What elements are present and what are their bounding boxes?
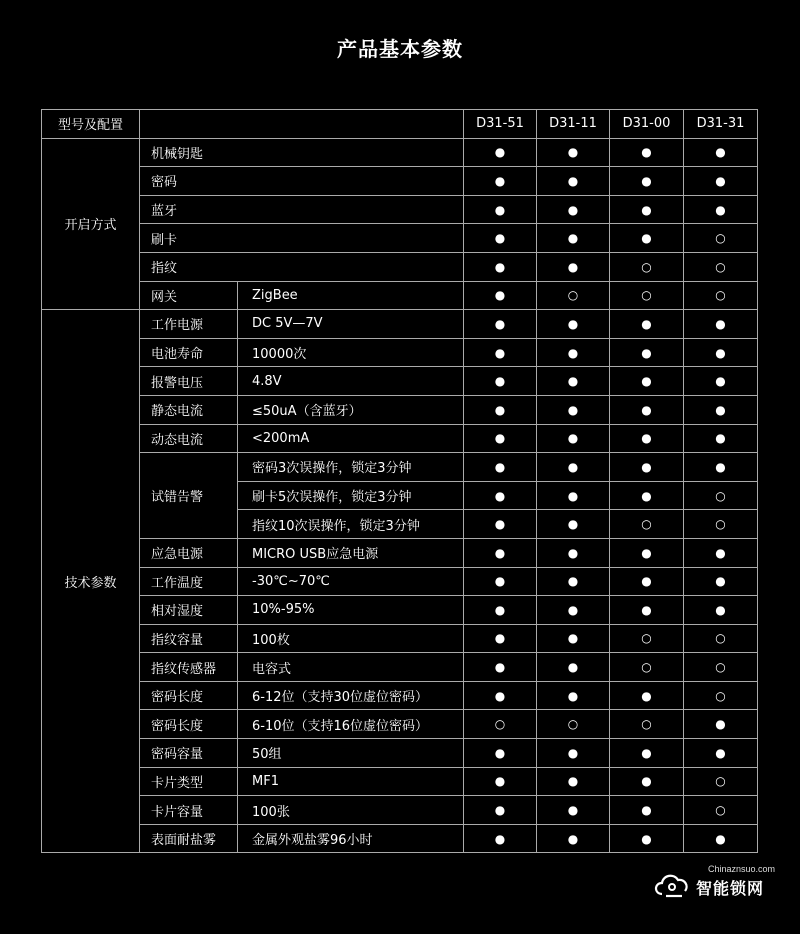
supported-mark: ● [537, 224, 610, 253]
supported-mark: ● [464, 167, 537, 196]
param-label: 应急电源 [140, 538, 238, 567]
param-detail: 刷卡5次误操作，锁定3分钟 [238, 481, 464, 510]
table-row [42, 395, 758, 424]
unsupported-mark: ○ [684, 510, 758, 539]
table-row [42, 538, 758, 567]
supported-mark: ● [610, 481, 684, 510]
param-detail: 金属外观盐雾96小时 [238, 824, 464, 853]
supported-mark: ● [537, 596, 610, 625]
table-row [42, 167, 758, 196]
param-label: 网关 [140, 281, 238, 310]
supported-mark: ● [684, 367, 758, 396]
param-detail: 10%-95% [238, 596, 464, 625]
supported-mark: ● [610, 310, 684, 339]
supported-mark: ● [684, 739, 758, 768]
supported-mark: ● [464, 681, 537, 710]
param-detail: DC 5V—7V [238, 310, 464, 339]
supported-mark: ● [537, 481, 610, 510]
unsupported-mark: ○ [537, 281, 610, 310]
supported-mark: ● [537, 424, 610, 453]
param-detail: 密码3次误操作，锁定3分钟 [238, 453, 464, 482]
param-label: 刷卡 [140, 224, 464, 253]
supported-mark: ● [537, 167, 610, 196]
supported-mark: ● [684, 424, 758, 453]
supported-mark: ● [537, 453, 610, 482]
param-detail: 4.8V [238, 367, 464, 396]
param-detail: 10000次 [238, 338, 464, 367]
param-label: 蓝牙 [140, 195, 464, 224]
param-label: 静态电流 [140, 395, 238, 424]
param-label: 工作温度 [140, 567, 238, 596]
param-detail: <200mA [238, 424, 464, 453]
supported-mark: ● [464, 252, 537, 281]
supported-mark: ● [464, 310, 537, 339]
supported-mark: ● [464, 395, 537, 424]
table-row [42, 824, 758, 853]
unsupported-mark: ○ [610, 710, 684, 739]
param-label: 工作电源 [140, 310, 238, 339]
supported-mark: ● [610, 424, 684, 453]
unsupported-mark: ○ [684, 767, 758, 796]
supported-mark: ● [537, 310, 610, 339]
param-label: 密码容量 [140, 739, 238, 768]
supported-mark: ● [610, 567, 684, 596]
param-label: 指纹 [140, 252, 464, 281]
supported-mark: ● [464, 338, 537, 367]
model-header: D31-31 [684, 110, 758, 139]
param-label: 密码长度 [140, 681, 238, 710]
param-label: 密码 [140, 167, 464, 196]
supported-mark: ● [464, 195, 537, 224]
unsupported-mark: ○ [610, 252, 684, 281]
supported-mark: ● [537, 367, 610, 396]
supported-mark: ● [610, 167, 684, 196]
param-label: 试错告警 [140, 453, 238, 539]
supported-mark: ● [610, 767, 684, 796]
watermark-url: Chinaznsuo.com [708, 864, 776, 874]
supported-mark: ● [464, 367, 537, 396]
param-label: 卡片类型 [140, 767, 238, 796]
supported-mark: ● [464, 453, 537, 482]
supported-mark: ● [464, 653, 537, 682]
param-label: 密码长度 [140, 710, 238, 739]
param-label: 指纹传感器 [140, 653, 238, 682]
watermark-name: 智能锁网 [696, 879, 765, 898]
supported-mark: ● [684, 138, 758, 167]
supported-mark: ● [464, 138, 537, 167]
supported-mark: ● [537, 338, 610, 367]
unsupported-mark: ○ [684, 281, 758, 310]
supported-mark: ● [537, 624, 610, 653]
model-header: D31-11 [537, 110, 610, 139]
param-detail: MF1 [238, 767, 464, 796]
unsupported-mark: ○ [610, 281, 684, 310]
supported-mark: ● [464, 538, 537, 567]
unsupported-mark: ○ [684, 653, 758, 682]
table-row [42, 252, 758, 281]
param-detail: 6-12位（支持30位虚位密码） [238, 681, 464, 710]
unsupported-mark: ○ [684, 224, 758, 253]
table-row [42, 338, 758, 367]
supported-mark: ● [610, 338, 684, 367]
supported-mark: ● [464, 510, 537, 539]
table-row [42, 453, 758, 482]
table-row [42, 138, 758, 167]
supported-mark: ● [464, 624, 537, 653]
unsupported-mark: ○ [537, 710, 610, 739]
watermark-logo [652, 864, 776, 904]
param-detail: -30℃~70℃ [238, 567, 464, 596]
unsupported-mark: ○ [684, 481, 758, 510]
param-detail: 电容式 [238, 653, 464, 682]
page-title: 产品基本参数 [337, 37, 463, 61]
supported-mark: ● [537, 395, 610, 424]
supported-mark: ● [684, 310, 758, 339]
unsupported-mark: ○ [684, 681, 758, 710]
param-label: 卡片容量 [140, 796, 238, 825]
param-detail: MICRO USB应急电源 [238, 538, 464, 567]
supported-mark: ● [610, 739, 684, 768]
group-name: 技术参数 [42, 310, 140, 853]
supported-mark: ● [537, 767, 610, 796]
header-row [42, 110, 758, 139]
supported-mark: ● [537, 824, 610, 853]
table-row [42, 767, 758, 796]
table-row [42, 424, 758, 453]
supported-mark: ● [610, 681, 684, 710]
supported-mark: ● [464, 281, 537, 310]
param-label: 相对湿度 [140, 596, 238, 625]
unsupported-mark: ○ [684, 252, 758, 281]
param-label: 机械钥匙 [140, 138, 464, 167]
spec-table [41, 109, 758, 853]
table-row [42, 224, 758, 253]
supported-mark: ● [610, 796, 684, 825]
table-row [42, 310, 758, 339]
supported-mark: ● [537, 681, 610, 710]
table-row [42, 624, 758, 653]
param-detail: 50组 [238, 739, 464, 768]
model-header: D31-00 [610, 110, 684, 139]
table-row [42, 367, 758, 396]
supported-mark: ● [537, 796, 610, 825]
supported-mark: ● [684, 338, 758, 367]
supported-mark: ● [684, 710, 758, 739]
param-label: 动态电流 [140, 424, 238, 453]
supported-mark: ● [464, 824, 537, 853]
supported-mark: ● [537, 538, 610, 567]
param-detail: 6-10位（支持16位虚位密码） [238, 710, 464, 739]
param-label: 报警电压 [140, 367, 238, 396]
supported-mark: ● [464, 424, 537, 453]
table-row [42, 653, 758, 682]
supported-mark: ● [610, 224, 684, 253]
supported-mark: ● [537, 252, 610, 281]
table-row [42, 195, 758, 224]
param-label: 电池寿命 [140, 338, 238, 367]
param-detail: ZigBee [238, 281, 464, 310]
supported-mark: ● [610, 596, 684, 625]
supported-mark: ● [610, 395, 684, 424]
supported-mark: ● [684, 395, 758, 424]
supported-mark: ● [464, 481, 537, 510]
table-row [42, 567, 758, 596]
supported-mark: ● [684, 453, 758, 482]
config-header: 型号及配置 [42, 110, 140, 139]
model-header: D31-51 [464, 110, 537, 139]
param-detail: 指纹10次误操作，锁定3分钟 [238, 510, 464, 539]
supported-mark: ● [684, 824, 758, 853]
param-label: 表面耐盐雾 [140, 824, 238, 853]
supported-mark: ● [537, 510, 610, 539]
supported-mark: ● [537, 739, 610, 768]
table-row [42, 796, 758, 825]
table-row [42, 281, 758, 310]
table-row [42, 710, 758, 739]
supported-mark: ● [464, 796, 537, 825]
supported-mark: ● [464, 224, 537, 253]
param-detail: ≤50uA（含蓝牙） [238, 395, 464, 424]
table-row [42, 596, 758, 625]
supported-mark: ● [537, 567, 610, 596]
supported-mark: ● [537, 653, 610, 682]
unsupported-mark: ○ [610, 653, 684, 682]
supported-mark: ● [610, 138, 684, 167]
supported-mark: ● [610, 195, 684, 224]
supported-mark: ● [610, 453, 684, 482]
param-label: 指纹容量 [140, 624, 238, 653]
supported-mark: ● [464, 767, 537, 796]
supported-mark: ● [537, 138, 610, 167]
param-detail: 100枚 [238, 624, 464, 653]
unsupported-mark: ○ [464, 710, 537, 739]
supported-mark: ● [537, 195, 610, 224]
lock-cloud-icon [652, 870, 692, 902]
unsupported-mark: ○ [610, 624, 684, 653]
header-blank [140, 110, 464, 139]
supported-mark: ● [684, 195, 758, 224]
supported-mark: ● [610, 538, 684, 567]
supported-mark: ● [610, 824, 684, 853]
supported-mark: ● [464, 567, 537, 596]
group-name: 开启方式 [42, 138, 140, 310]
supported-mark: ● [610, 367, 684, 396]
param-detail: 100张 [238, 796, 464, 825]
unsupported-mark: ○ [610, 510, 684, 539]
supported-mark: ● [684, 167, 758, 196]
supported-mark: ● [464, 739, 537, 768]
unsupported-mark: ○ [684, 796, 758, 825]
supported-mark: ● [684, 596, 758, 625]
unsupported-mark: ○ [684, 624, 758, 653]
supported-mark: ● [684, 538, 758, 567]
supported-mark: ● [684, 567, 758, 596]
table-row [42, 739, 758, 768]
supported-mark: ● [464, 596, 537, 625]
table-row [42, 681, 758, 710]
